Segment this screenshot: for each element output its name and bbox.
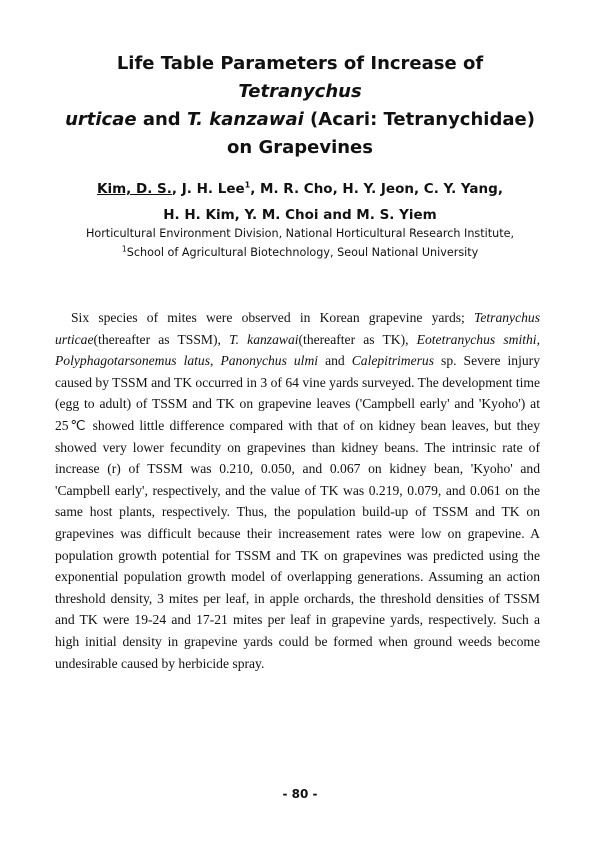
species-name: Polyphagotarsonemus latus <box>55 353 211 369</box>
species-name: T. kanzawai <box>229 331 299 347</box>
first-author: Kim, D. S. <box>97 181 172 197</box>
title-species-urticae: urticae <box>65 109 137 130</box>
title-line3: on Grapevines <box>227 137 373 158</box>
affiliation-2: School of Agricultural Biotechnology, Seoul National University <box>126 246 479 259</box>
page-number: - 80 - <box>282 787 318 801</box>
affiliation-1: Horticultural Environment Division, National Horticultural Research Institute, <box>85 227 515 240</box>
abstract-seg: , <box>210 353 221 369</box>
abstract-text <box>55 307 540 674</box>
abstract-seg: (thereafter as TK), <box>298 331 417 347</box>
author-affil-marker: 1 <box>244 180 251 190</box>
title-line1: Life Table Parameters of Increase of <box>116 53 484 74</box>
species-name: Eotetranychus smithi <box>416 331 537 347</box>
author-line2: H. H. Kim, Y. M. Choi and M. S. Yiem <box>163 207 437 223</box>
abstract-seg: Six species of mites were observed in Korean grapevine yards; <box>71 310 475 325</box>
author-line1-rest: , J. H. Lee <box>171 181 245 197</box>
title-and: and <box>136 109 187 130</box>
title-species-kanzawai: T. kanzawai <box>186 109 304 130</box>
affiliation-marker: 1 <box>121 244 127 254</box>
affiliations <box>60 224 540 262</box>
author-list <box>60 176 540 228</box>
paper-title <box>60 50 540 162</box>
species-name: Panonychus ulmi <box>220 353 319 369</box>
abstract-seg: (thereafter as TSSM), <box>93 331 230 347</box>
title-species-genus: Tetranychus <box>238 81 362 102</box>
abstract-seg: and <box>318 353 352 369</box>
title-family: (Acari: Tetranychidae) <box>303 109 535 130</box>
species-name: Tetranychus urticae <box>55 310 540 347</box>
author-line1-tail: , M. R. Cho, H. Y. Jeon, C. Y. Yang, <box>250 181 503 197</box>
abstract-seg: sp. Severe injury caused by TSSM and TK occurred in 3 of 64 vine yards surveyed. The development time (egg to adult) of TSSM and TK on grapevine leaves ('Campbell early' and 'Kyoho') at 25℃ showed little difference compared with that of on kidney bean leaves, but they showed very lower fecundity on grapevines than kidney beans. The intrinsic rate of increase (r) of TSSM was 0.210, 0.050, and 0.067 on kidney bean, 'Kyoho' and 'Campbell early', respectively, and the value of TK was 0.219, 0.079, and 0.061 on the same host plants, respectively. Thus, the population build-up of TSSM and TK on grapevines was difficult because their increasement rates were low on grapevine. A population growth potential for TSSM and TK on grapevines was predicted using the exponential population growth model of overlapping generations. Assuming an action threshold density, 3 mites per leaf, in apple orchards, the threshold densities of TSSM and TK were 19-24 and 17-21 mites per leaf in grapevine yards, respectively. Such a high initial density in grapevine yards could be formed when ground weeds become undesirable caused by herbicide spray. <box>55 353 540 671</box>
species-name: Calepitrimerus <box>351 353 435 369</box>
abstract-seg: , <box>536 331 540 347</box>
